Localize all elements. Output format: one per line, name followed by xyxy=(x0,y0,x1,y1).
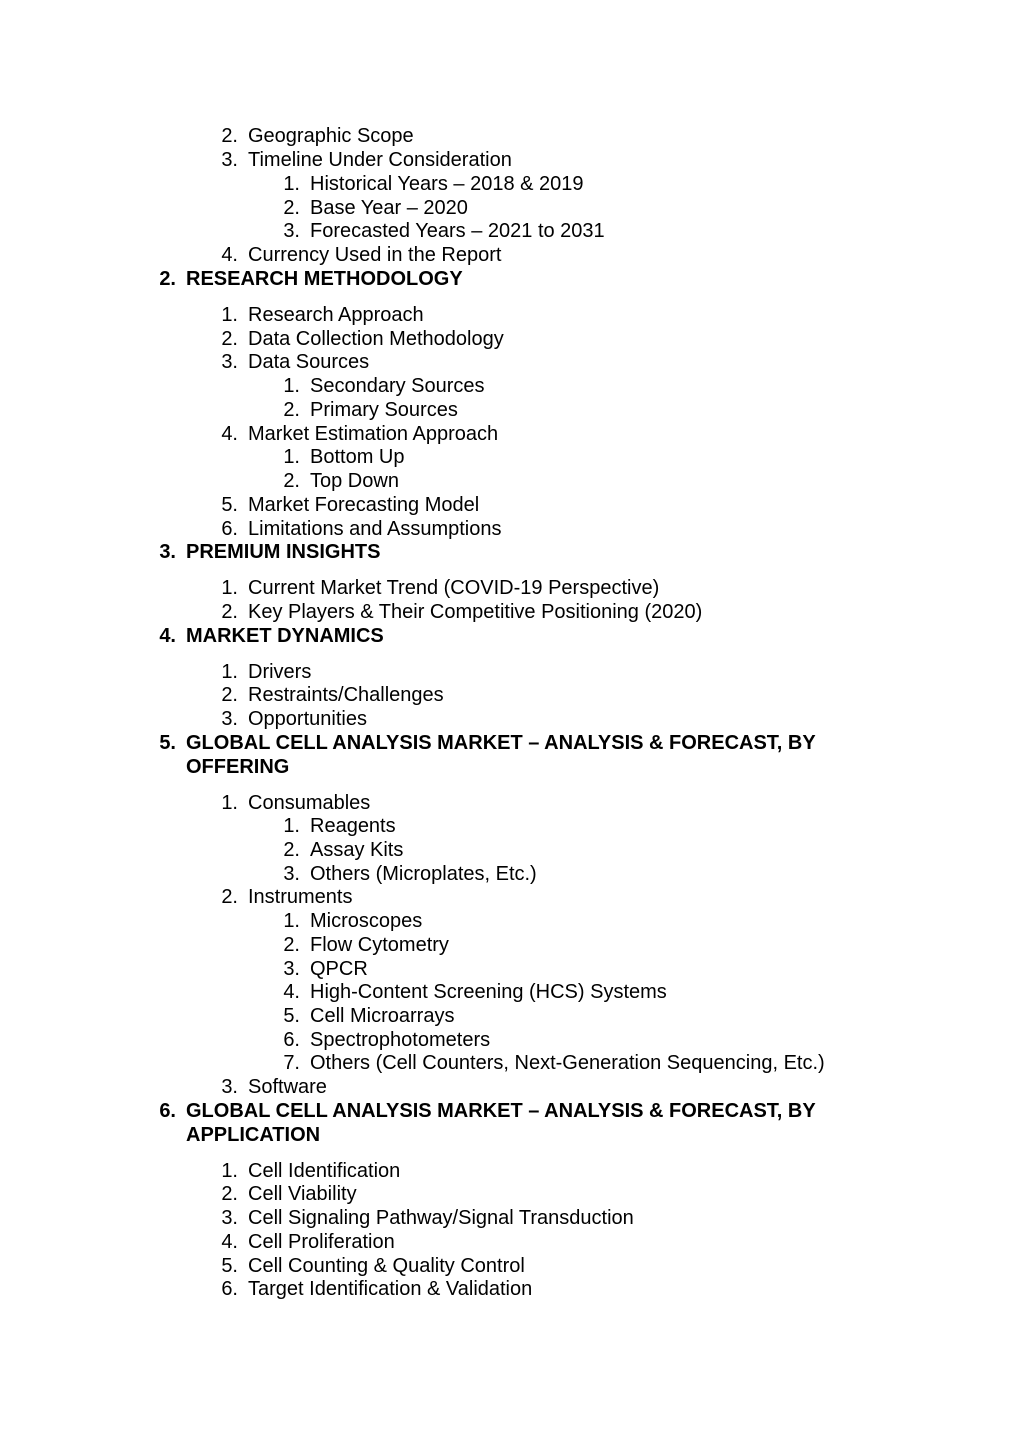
toc-item: 3. Data Sources xyxy=(221,351,370,373)
toc-item: 4. Market Estimation Approach xyxy=(221,423,499,445)
section-heading: 3. PREMIUM INSIGHTS xyxy=(159,541,381,563)
section-heading-continuation: APPLICATION xyxy=(186,1124,321,1146)
toc-subitem: 2. Primary Sources xyxy=(283,399,458,421)
toc-item: 3. Cell Signaling Pathway/Signal Transduction xyxy=(221,1207,634,1229)
toc-item: 2. Restraints/Challenges xyxy=(221,684,444,706)
toc-item: 5. Market Forecasting Model xyxy=(221,494,480,516)
toc-subitem: 3. QPCR xyxy=(283,958,368,980)
toc-item: 3. Timeline Under Consideration xyxy=(221,149,512,171)
section-heading: 4. MARKET DYNAMICS xyxy=(159,625,384,647)
toc-item: 4. Currency Used in the Report xyxy=(221,244,502,266)
toc-item: 5. Cell Counting & Quality Control xyxy=(221,1255,525,1277)
toc-subitem: 1. Reagents xyxy=(283,815,396,837)
toc-subitem: 6. Spectrophotometers xyxy=(283,1029,491,1051)
section-heading-continuation: OFFERING xyxy=(186,756,290,778)
toc-subitem: 2. Flow Cytometry xyxy=(283,934,449,956)
toc-subitem: 5. Cell Microarrays xyxy=(283,1005,455,1027)
section-heading: 5. GLOBAL CELL ANALYSIS MARKET – ANALYSIS & FORECAST, BY xyxy=(159,732,816,754)
toc-subitem: 3. Forecasted Years – 2021 to 2031 xyxy=(283,220,605,242)
section-heading: 2. RESEARCH METHODOLOGY xyxy=(159,268,463,290)
toc-subitem: 1. Secondary Sources xyxy=(283,375,485,397)
toc-subitem: 1. Microscopes xyxy=(283,910,423,932)
toc-subitem: 1. Historical Years – 2018 & 2019 xyxy=(283,173,584,195)
toc-subitem: 2. Top Down xyxy=(283,470,399,492)
toc-item: 1. Current Market Trend (COVID-19 Perspective) xyxy=(221,577,660,599)
toc-item: 1. Drivers xyxy=(221,661,312,683)
toc-subitem: 2. Base Year – 2020 xyxy=(283,197,468,219)
toc-item: 4. Cell Proliferation xyxy=(221,1231,395,1253)
toc-item: 1. Cell Identification xyxy=(221,1160,401,1182)
toc-subitem: 7. Others (Cell Counters, Next-Generation Sequencing, Etc.) xyxy=(283,1052,825,1074)
toc-item: 2. Cell Viability xyxy=(221,1183,357,1205)
toc-subitem: 1. Bottom Up xyxy=(283,446,405,468)
toc-item: 6. Limitations and Assumptions xyxy=(221,518,502,540)
toc-item: 1. Consumables xyxy=(221,792,371,814)
toc-item: 3. Opportunities xyxy=(221,708,367,730)
toc-item: 2. Geographic Scope xyxy=(221,125,414,147)
toc-subitem: 3. Others (Microplates, Etc.) xyxy=(283,863,537,885)
section-heading: 6. GLOBAL CELL ANALYSIS MARKET – ANALYSIS & FORECAST, BY xyxy=(159,1100,816,1122)
toc-item: 1. Research Approach xyxy=(221,304,424,326)
toc-item: 3. Software xyxy=(221,1076,327,1098)
toc-item: 2. Instruments xyxy=(221,886,353,908)
toc-subitem: 2. Assay Kits xyxy=(283,839,404,861)
toc-item: 2. Key Players & Their Competitive Positioning (2020) xyxy=(221,601,703,623)
toc-item: 6. Target Identification & Validation xyxy=(221,1278,533,1300)
toc-subitem: 4. High-Content Screening (HCS) Systems xyxy=(283,981,667,1003)
toc-item: 2. Data Collection Methodology xyxy=(221,328,504,350)
